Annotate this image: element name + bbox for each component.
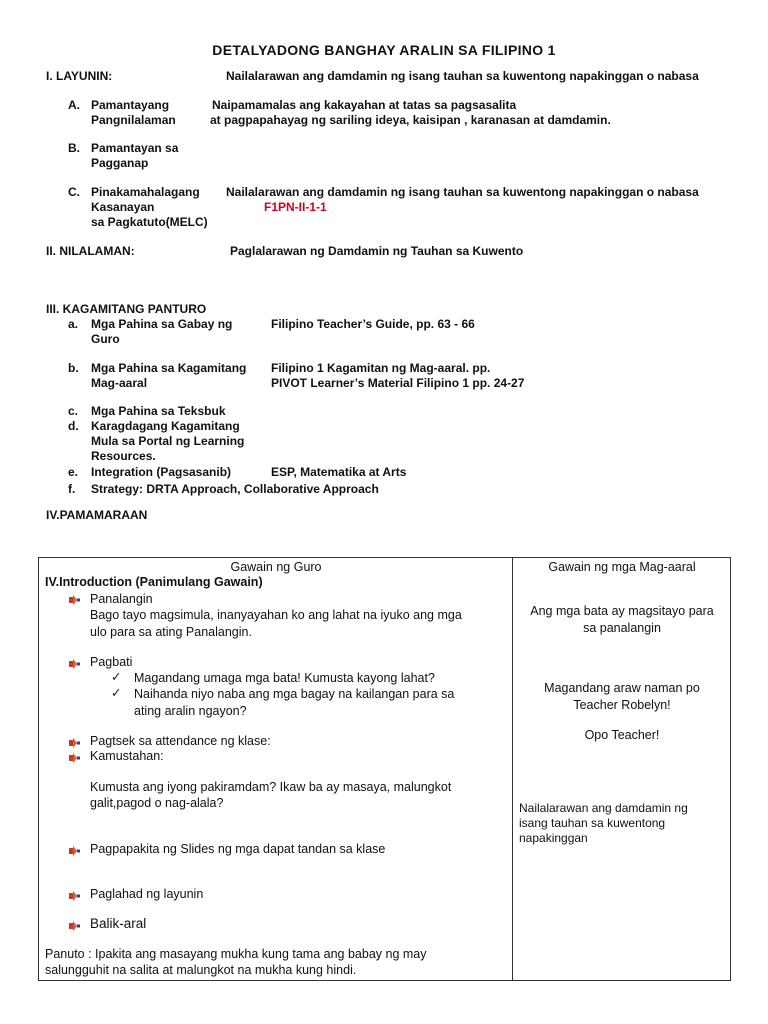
student-response-4b: isang tauhan sa kuwentong xyxy=(519,816,666,830)
section-layunin-label: I. LAYUNIN: xyxy=(46,69,113,83)
arrow-bullet-icon xyxy=(69,753,80,763)
item-b-label-1: Pamantayan sa xyxy=(91,141,179,155)
item-a-value-1: Naipamamalas ang kakayahan at tatas sa pagsasalita xyxy=(212,98,517,112)
item-3d-label-2: Mula sa Portal ng Learning xyxy=(91,434,245,448)
item-3f-marker: f. xyxy=(68,482,76,496)
item-b-marker: B. xyxy=(68,141,80,155)
item-3a-label-1: Mga Pahina sa Gabay ng xyxy=(91,317,233,331)
item-3b-label-1: Mga Pahina sa Kagamitang xyxy=(91,361,247,375)
student-response-4a: Nailalarawan ang damdamin ng xyxy=(519,801,688,815)
item-3c-label: Mga Pahina sa Teksbuk xyxy=(91,404,226,418)
teacher-column xyxy=(39,558,513,981)
item-a-label-2: Pangnilalaman xyxy=(91,113,176,127)
section-kagamitan-label: III. KAGAMITANG PANTURO xyxy=(46,302,207,316)
item-3b-value-1: Filipino 1 Kagamitan ng Mag-aaral. pp. xyxy=(271,361,491,375)
item-3b-marker: b. xyxy=(68,361,79,375)
student-response-4c: napakinggan xyxy=(519,831,588,845)
section-pamamaraan-label: IV.PAMAMARAAN xyxy=(46,508,148,522)
arrow-bullet-icon xyxy=(69,659,80,669)
item-3a-marker: a. xyxy=(68,317,79,331)
arrow-bullet-icon xyxy=(69,595,80,605)
item-c-label-2: Kasanayan xyxy=(91,200,155,214)
item-3e-marker: e. xyxy=(68,465,79,479)
pagbati-check-2a: Naihanda niyo naba ang mga bagay na kailangan para sa xyxy=(134,687,455,701)
arrow-bullet-icon xyxy=(69,846,80,856)
item-3a-value: Filipino Teacher’s Guide, pp. 63 - 66 xyxy=(271,317,475,331)
lesson-table xyxy=(38,557,731,981)
intro-heading: IV.Introduction (Panimulang Gawain) xyxy=(45,575,263,589)
panuto-text-2: salungguhit na salita at malungkot na mukha kung hindi. xyxy=(45,963,357,977)
arrow-bullet-icon xyxy=(69,891,80,901)
kumusta-text-2: galit,pagod o nag-alala? xyxy=(90,796,224,810)
item-c-value: Nailalarawan ang damdamin ng isang tauhan sa kuwentong napakinggan o nabasa xyxy=(226,185,699,199)
section-nilalaman-value: Paglalarawan ng Damdamin ng Tauhan sa Kuwento xyxy=(230,244,524,258)
item-3b-value-2: PIVOT Learner’s Material Filipino 1 pp. 24-27 xyxy=(271,376,525,390)
attendance-label: Pagtsek sa attendance ng klase: xyxy=(90,734,271,748)
melc-code: F1PN-II-1-1 xyxy=(264,200,327,214)
item-3c-marker: c. xyxy=(68,404,79,418)
item-3d-marker: d. xyxy=(68,419,79,433)
item-a-label-1: Pamantayang xyxy=(91,98,170,112)
arrow-bullet-icon xyxy=(69,921,80,931)
item-3f-label: Strategy: DRTA Approach, Collaborative Approach xyxy=(91,482,379,496)
student-response-2b: Teacher Robelyn! xyxy=(573,698,671,712)
item-3e-label: Integration (Pagsasanib) xyxy=(91,465,232,479)
paglahad-label: Paglahad ng layunin xyxy=(90,887,204,901)
arrow-bullet-icon xyxy=(69,738,80,748)
panalangin-text-2: ulo para sa ating Panalangin. xyxy=(90,625,252,639)
item-3b-label-2: Mag-aaral xyxy=(91,376,148,390)
student-response-2a: Magandang araw naman po xyxy=(544,681,700,695)
item-3e-value: ESP, Matematika at Arts xyxy=(271,465,407,479)
panalangin-label: Panalangin xyxy=(90,592,153,606)
check-icon: ✓ xyxy=(111,686,122,700)
item-3d-label-3: Resources. xyxy=(91,449,156,463)
item-a-marker: A. xyxy=(68,98,80,112)
balik-aral-label: Balik-aral xyxy=(90,916,147,931)
student-column xyxy=(513,558,731,981)
student-response-3: Opo Teacher! xyxy=(584,728,660,742)
item-c-marker: C. xyxy=(68,185,80,199)
kamustahan-label: Kamustahan: xyxy=(90,749,164,763)
item-b-label-2: Pagganap xyxy=(91,156,149,170)
header-teacher: Gawain ng Guro xyxy=(230,560,322,574)
header-student: Gawain ng mga Mag-aaral xyxy=(548,560,696,574)
item-c-label-1: Pinakamahalagang xyxy=(91,185,200,199)
pagbati-check-1: Magandang umaga mga bata! Kumusta kayong lahat? xyxy=(134,671,435,685)
item-3d-label-1: Karagdagang Kagamitang xyxy=(91,419,240,433)
item-3a-label-2: Guro xyxy=(91,332,120,346)
student-response-1a: Ang mga bata ay magsitayo para xyxy=(530,604,714,618)
item-c-label-3: sa Pagkatuto(MELC) xyxy=(91,215,208,229)
panalangin-text-1: Bago tayo magsimula, inanyayahan ko ang lahat na iyuko ang mga xyxy=(90,608,462,622)
slides-label: Pagpapakita ng Slides ng mga dapat tandan sa klase xyxy=(90,842,386,856)
document-title: DETALYADONG BANGHAY ARALIN SA FILIPINO 1 xyxy=(212,42,556,58)
section-layunin-value: Nailalarawan ang damdamin ng isang tauhan sa kuwentong napakinggan o nabasa xyxy=(226,69,699,83)
student-response-1b: sa panalangin xyxy=(583,621,661,635)
pagbati-label: Pagbati xyxy=(90,655,133,669)
item-a-value-2: at pagpapahayag ng sariling ideya, kaisipan , karanasan at damdamin. xyxy=(210,113,611,127)
pagbati-check-2b: ating aralin ngayon? xyxy=(134,704,247,718)
kumusta-text-1: Kumusta ang iyong pakiramdam? Ikaw ba ay masaya, malungkot xyxy=(90,780,452,794)
panuto-text-1: Panuto : Ipakita ang masayang mukha kung tama ang babay ng may xyxy=(45,947,427,961)
section-nilalaman-label: II. NILALAMAN: xyxy=(46,244,135,258)
check-icon: ✓ xyxy=(111,670,122,684)
